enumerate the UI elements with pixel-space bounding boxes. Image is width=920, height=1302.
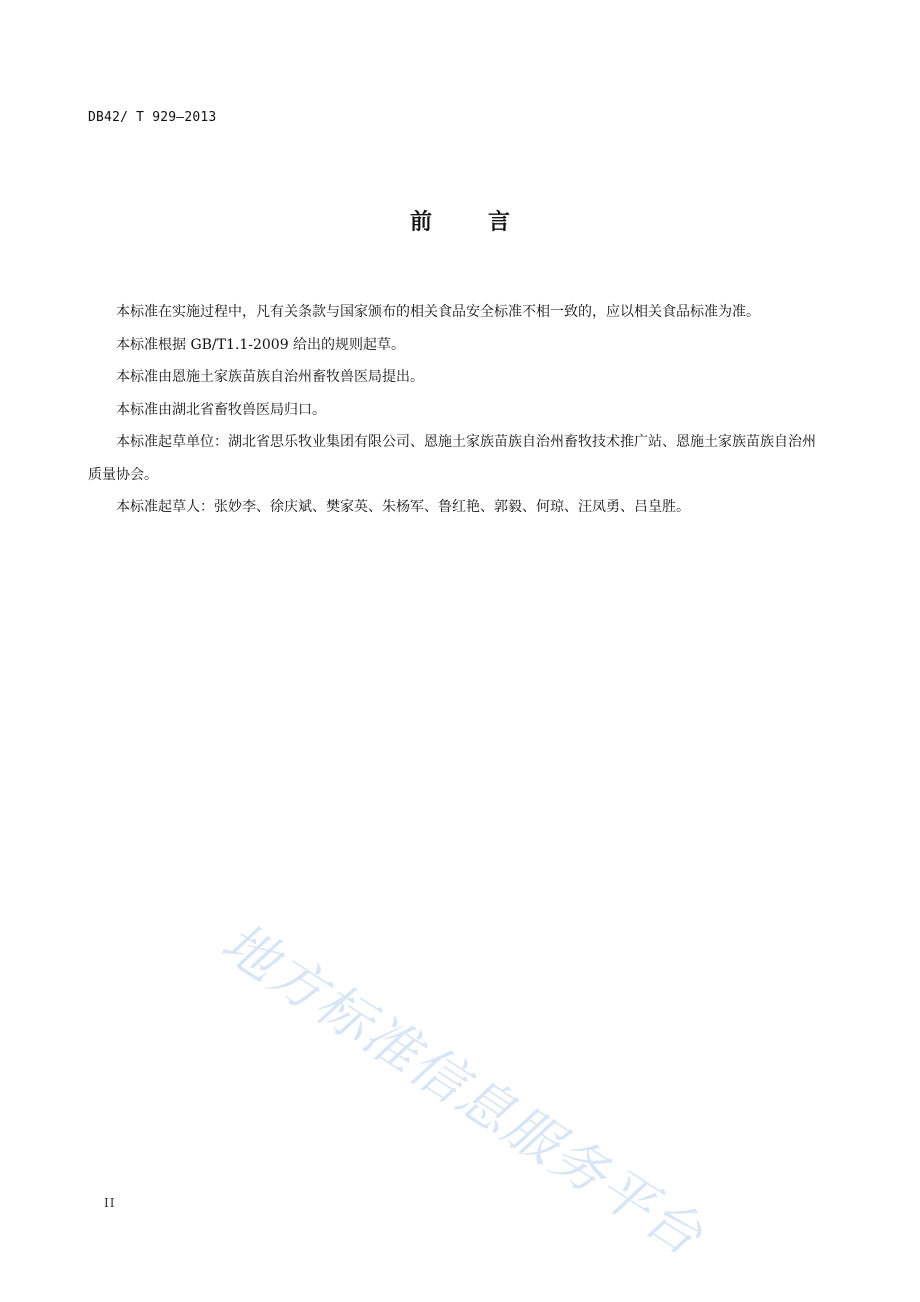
paragraph-implementation-note: 本标准在实施过程中，凡有关条款与国家颁布的相关食品安全标准不相一致的，应以相关食品标准为准。	[116, 304, 760, 320]
document-id: DB42/ T 929—2013	[88, 110, 217, 125]
paragraph-drafters: 本标准起草人：张妙李、徐庆斌、樊家英、朱杨军、鲁红艳、郭毅、何琼、汪凤勇、吕皇胜。	[116, 499, 690, 515]
foreword-body	[88, 296, 816, 524]
paragraph-drafting-rules: 本标准根据 GB/T1.1-2009 给出的规则起草。	[116, 336, 406, 353]
paragraph-drafting-units: 本标准起草单位：湖北省思乐牧业集团有限公司、恩施土家族苗族自治州畜牧技术推广站、恩施土家族苗族自治州质量协会。	[88, 434, 816, 483]
page-title: 前言	[409, 210, 566, 235]
watermark-text: 地方标准信息服务平台	[210, 910, 715, 1269]
paragraph-administrator: 本标准由湖北省畜牧兽医局归口。	[116, 401, 326, 418]
page-number: II	[104, 1196, 116, 1210]
paragraph-proposer: 本标准由恩施土家族苗族自治州畜牧兽医局提出。	[116, 369, 424, 385]
